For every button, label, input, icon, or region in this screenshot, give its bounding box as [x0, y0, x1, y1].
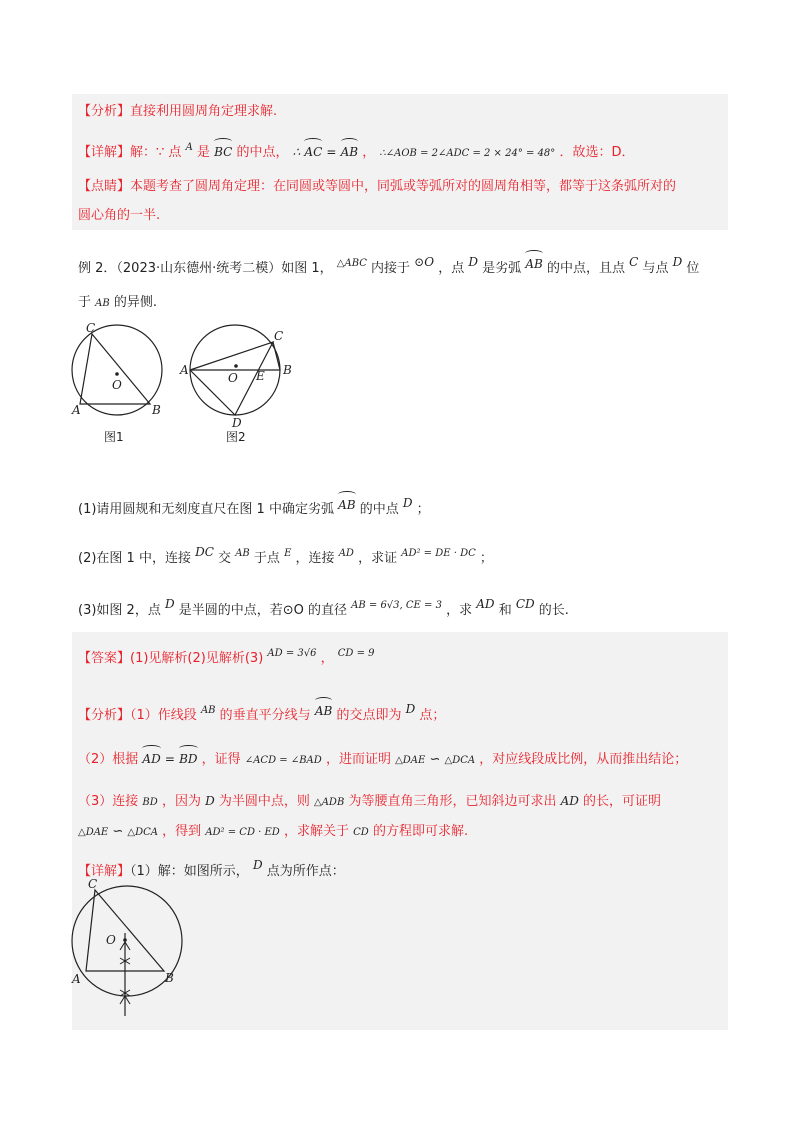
a3-bd: BD	[142, 797, 158, 808]
q3-he: 和	[498, 603, 512, 618]
analysis2-line-4	[78, 823, 468, 842]
comment-text-1: 本题考查了圆周角定理：在同圆或等圆中，同弧或等弧所对的圆周角相等，都等于这条弧所对的	[130, 179, 677, 194]
answer-comma: ，	[320, 651, 334, 666]
q1-post: 的中点	[359, 502, 399, 517]
detail2-d: D	[252, 858, 263, 872]
arc-ac: AC	[304, 145, 323, 159]
q2-yu: 于点	[253, 551, 280, 566]
example-prefix: 例 2．（2023·山东德州·统考二模）如图 1，	[78, 261, 333, 276]
answer-text: (1)见解析(2)见解析(3)	[130, 651, 264, 666]
a2-then: ，进而证明	[325, 752, 391, 767]
fig2-center-dot	[234, 364, 238, 368]
fig1-label-o: O	[112, 378, 122, 392]
fig2-label-o: O	[228, 371, 238, 385]
a2-prove: ，证得	[201, 752, 241, 767]
a3-l2-tri-dae: △DAE	[78, 827, 109, 838]
a2-arc-ad: AD	[142, 752, 161, 766]
a3-l2-formula: AD² = CD · ED	[205, 827, 280, 838]
q2-dc: DC	[195, 545, 214, 559]
wei-text: 位	[686, 261, 700, 276]
a1-post: 的交点即为	[336, 708, 402, 723]
comment-text-2: 圆心角的一半.	[78, 208, 161, 223]
a3-l2-sim: ∽	[112, 824, 124, 839]
circle-o: ⊙O	[414, 255, 435, 269]
a3-len: 的长，可证明	[583, 794, 662, 809]
q3-pre: (3)如图 2，点	[78, 603, 161, 618]
detail-mid: 的中点，	[236, 145, 289, 160]
with-point-text: 与点	[642, 261, 669, 276]
a3-l2-get: ，得到	[162, 824, 202, 839]
a1-pre: （1）作线段	[130, 708, 197, 723]
point-d-pre: ，点	[438, 261, 465, 276]
question-2	[78, 543, 493, 568]
detail2-text: （1）解：如图所示，	[130, 864, 249, 879]
arc-ab: AB	[340, 145, 359, 159]
detail2-post: 点为所作点：	[266, 864, 345, 879]
analysis2-line-2	[78, 750, 687, 770]
a2-tri-dca: △DCA	[444, 755, 476, 766]
fig2-cb	[273, 342, 280, 370]
q2-jiao: 交	[218, 551, 232, 566]
line2-post: 的异侧.	[113, 295, 158, 310]
a3-semi: 为半圆中点，则	[218, 794, 310, 809]
construction-label-o: O	[106, 933, 116, 947]
q3-end: 的长.	[538, 603, 569, 618]
fig1-triangle	[80, 334, 150, 404]
fig2-label-b: B	[283, 363, 292, 377]
fig1-label-b: B	[152, 403, 161, 417]
a3-iso: 为等腰直角三角形，已知斜边可求出	[348, 794, 557, 809]
a2-arc-bd: BD	[179, 752, 198, 766]
a1-mid: 的垂直平分线与	[219, 708, 311, 723]
q3-formula: AB = 6√3, CE = 3	[351, 600, 442, 611]
construction-figure	[62, 878, 192, 1018]
line2-pre: 于	[78, 295, 92, 310]
fig1-label-a: A	[72, 403, 81, 417]
construction-label-b: B	[165, 971, 174, 985]
analysis2-tag: 【分析】	[78, 708, 131, 723]
q3-point-d: D	[164, 597, 175, 611]
a3-pre: （3）连接	[78, 794, 139, 809]
q2-formula: AD² = DE · DC	[401, 548, 476, 559]
question-1	[78, 494, 430, 519]
q2-e: E	[284, 548, 292, 559]
detail-line	[78, 139, 634, 163]
q1-pre: (1)请用圆规和无刻度直尺在图 1 中确定劣弧	[78, 502, 334, 517]
a3-because: ，因为	[161, 794, 201, 809]
a2-end: ，对应线段成比例，从而推出结论；	[479, 752, 688, 767]
fig2-label-a: A	[180, 363, 189, 377]
q2-ad: AD	[338, 548, 354, 559]
detail-jie: 解：∵ 点	[130, 145, 182, 160]
q2-end: ；	[479, 551, 493, 566]
detail-shi: 是	[196, 145, 210, 160]
detail-end: ．故选：D．	[559, 145, 635, 160]
q3-mid: 是半圆的中点，若⊙O 的直径	[178, 603, 347, 618]
point-a: A	[185, 142, 193, 153]
question-3	[78, 595, 569, 620]
a3-tri-adb: △ADB	[314, 797, 345, 808]
analysis2-line-1	[78, 700, 445, 725]
a1-d: D	[405, 702, 416, 716]
fig2-label-d: D	[232, 416, 242, 428]
a1-arc-ab: AB	[314, 704, 333, 718]
q1-end: ；	[416, 502, 430, 517]
figure-2	[176, 318, 296, 428]
a3-d: D	[205, 794, 215, 808]
a3-l2-end: 的方程即可求解.	[372, 824, 469, 839]
figure-1	[60, 318, 180, 418]
example-line-1	[78, 253, 699, 278]
answer-cd: CD = 9	[337, 648, 375, 659]
comment-line-1	[78, 178, 676, 196]
arc-ab-example: AB	[525, 257, 543, 271]
fig2-label-e: E	[256, 369, 265, 383]
a3-l2-cd: CD	[353, 827, 369, 838]
a2-pre: （2）根据	[78, 752, 139, 767]
answer-line	[78, 645, 375, 668]
analysis-line	[78, 103, 277, 121]
segment-ab: AB	[95, 298, 110, 309]
point-d: D	[468, 255, 479, 269]
analysis2-line-3	[78, 792, 661, 812]
detail2-tag: 【详解】	[78, 864, 131, 879]
a2-angles: ∠ACD = ∠BAD	[244, 755, 322, 766]
a1-end: 点；	[419, 708, 446, 723]
a2-sim: ∽	[429, 752, 441, 767]
point-c: C	[629, 255, 639, 269]
a3-l2-solve: ，求解关于	[283, 824, 349, 839]
a3-ad: AD	[560, 794, 579, 808]
figure-2-caption: 图2	[226, 430, 246, 444]
q2-qiuzheng: ，求证	[358, 551, 398, 566]
a2-eq: =	[164, 752, 175, 766]
figure-1-caption: 图1	[104, 430, 124, 444]
detail-tag: 【详解】	[78, 145, 131, 160]
a2-tri-dae: △DAE	[395, 755, 426, 766]
minor-arc-text: 是劣弧	[482, 261, 522, 276]
analysis-tag: 【分析】	[78, 104, 131, 119]
a3-l2-tri-dca: △DCA	[127, 827, 159, 838]
comment-line-2	[78, 207, 160, 225]
therefore-symbol: ∴	[292, 145, 301, 159]
example-line-2	[78, 294, 157, 313]
triangle-abc: △ABC	[336, 258, 367, 269]
mid-and-text: 的中点，且点	[546, 261, 625, 276]
q3-cd: CD	[515, 597, 535, 611]
arc-bc: BC	[214, 145, 233, 159]
construction-label-a: A	[72, 972, 81, 986]
q3-ad: AD	[476, 597, 495, 611]
q2-ab: AB	[235, 548, 250, 559]
angle-formula: ∴∠AOB = 2∠ADC = 2 × 24° = 48°	[379, 148, 556, 159]
analysis-text: 直接利用圆周角定理求解.	[130, 104, 278, 119]
detail-comma: ，	[362, 145, 376, 160]
fig1-center-dot	[115, 372, 119, 376]
construction-label-c: C	[88, 878, 98, 891]
answer-ad: AD = 3√6	[267, 648, 317, 659]
q2-lianjie: ，连接	[295, 551, 335, 566]
q1-arc-ab: AB	[338, 498, 356, 512]
comment-tag: 【点睛】	[78, 179, 131, 194]
equal-sign: =	[326, 145, 337, 159]
fig2-label-c: C	[274, 329, 284, 343]
fig1-label-c: C	[86, 321, 96, 335]
a1-ab: AB	[200, 705, 216, 716]
inscribed-text: 内接于	[371, 261, 411, 276]
q1-point-d: D	[402, 496, 413, 510]
point-d-2: D	[672, 255, 683, 269]
q3-qiu: ，求	[446, 603, 473, 618]
q2-pre: (2)在图 1 中，连接	[78, 551, 191, 566]
answer-tag: 【答案】	[78, 651, 131, 666]
